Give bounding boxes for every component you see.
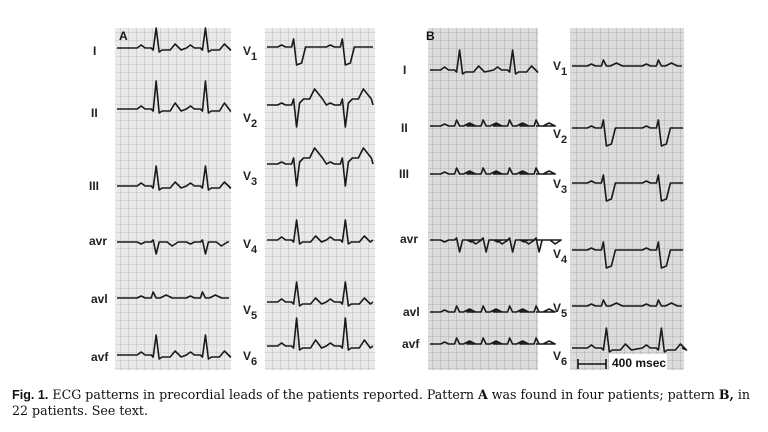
lead-label-b-avf: avf xyxy=(402,337,420,351)
lead-label-b-avr: avr xyxy=(400,232,419,246)
panel-b xyxy=(426,28,684,370)
panel-b-limb-labels xyxy=(399,63,420,351)
panel-a-label: A xyxy=(119,29,128,43)
lead-label-b-iii: III xyxy=(399,167,410,181)
lead-label-ii: II xyxy=(91,106,98,120)
panel-b-precordial-labels xyxy=(553,59,568,368)
caption-text-1: ECG patterns in precordial leads of the patients reported. Pattern xyxy=(48,387,478,402)
panel-b-label: B xyxy=(426,29,435,43)
panel-a-precordial-labels xyxy=(243,44,258,368)
lead-label-avf: avf xyxy=(91,350,109,364)
lead-label-v6: V6 xyxy=(243,349,258,368)
figure-caption xyxy=(12,387,762,419)
lead-label-v1: V1 xyxy=(243,44,258,63)
lead-label-i: I xyxy=(93,44,97,58)
lead-label-b-ii: II xyxy=(401,121,408,135)
lead-label-b-v1: V1 xyxy=(553,59,568,78)
lead-label-b-v3: V3 xyxy=(553,177,568,196)
lead-label-v3: V3 xyxy=(243,169,258,188)
lead-label-iii: III xyxy=(89,179,100,193)
lead-label-avr: avr xyxy=(89,234,108,248)
scale-bar-label: 400 msec xyxy=(612,356,667,370)
caption-pattern-a: A xyxy=(477,387,488,402)
lead-label-b-v4: V4 xyxy=(553,247,568,266)
lead-label-v5: V5 xyxy=(243,303,258,322)
caption-figure-number: Fig. 1. xyxy=(12,388,49,402)
lead-label-b-i: I xyxy=(403,63,407,77)
caption-text-3: in 22 patients. See text. xyxy=(12,387,751,418)
caption-pattern-b: B, xyxy=(718,387,734,402)
lead-label-v4: V4 xyxy=(243,237,258,256)
lead-label-b-v2: V2 xyxy=(553,127,568,146)
lead-label-v2: V2 xyxy=(243,111,258,130)
panel-a-limb-labels xyxy=(89,44,109,364)
lead-label-b-avl: avl xyxy=(403,305,420,319)
lead-label-b-v6: V6 xyxy=(553,349,568,368)
lead-label-avl: avl xyxy=(91,292,108,306)
caption-text-2: was found in four patients; pattern xyxy=(487,387,719,402)
panel-a xyxy=(115,28,375,370)
lead-label-b-v5: V5 xyxy=(553,301,568,320)
